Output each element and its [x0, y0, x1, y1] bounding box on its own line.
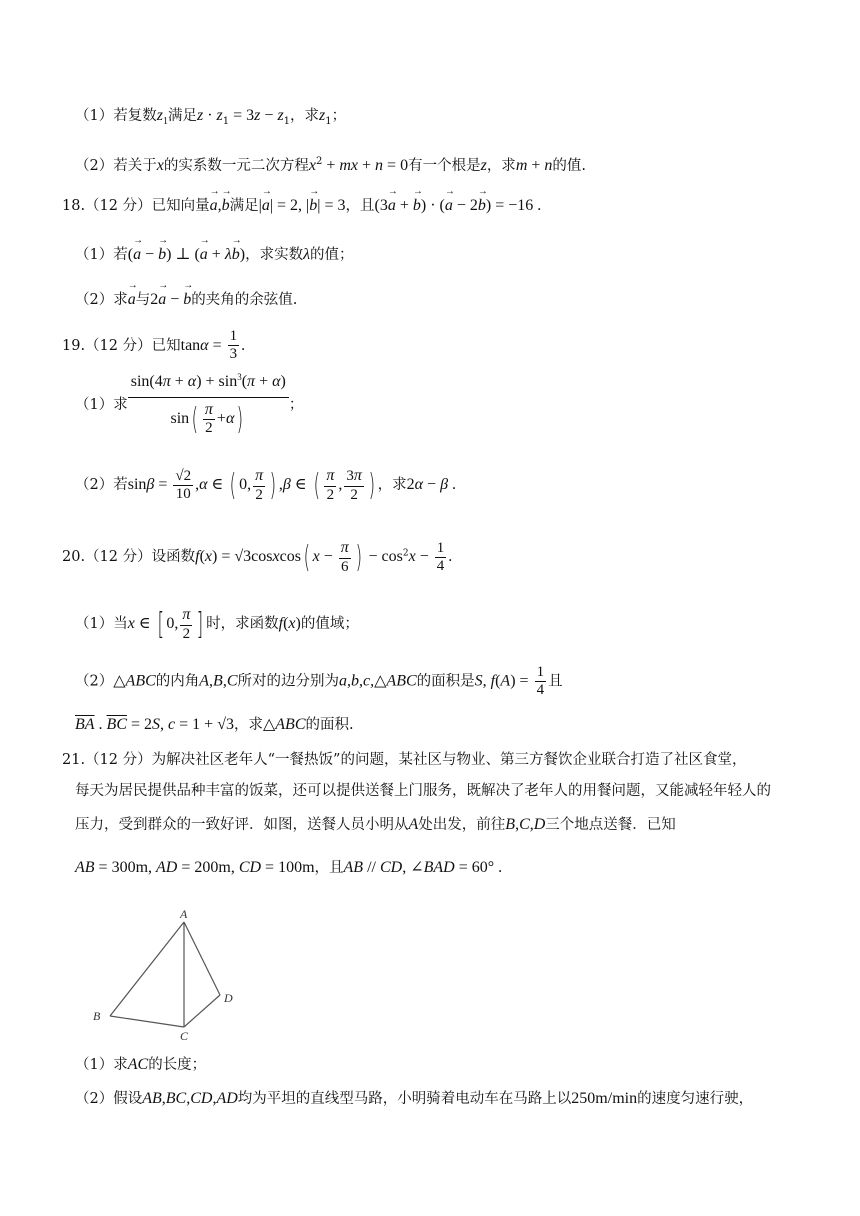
q20-part1: （1）当x ∈ [ 0, $\frac{\pi}{2}$ ] 时，求函数f(x)的值域； — [75, 606, 359, 642]
quadrilateral-figure — [85, 905, 245, 1040]
label-a: A — [180, 907, 188, 921]
q21-text-line1: 21.（12 分）为解决社区老年人“一餐热饭”的问题，某社区与物业、第三方餐饮企业联合打造了社区食堂， — [62, 752, 747, 768]
label-d: D — [224, 991, 233, 1005]
q21-conditions: AB = 300m, AD = 200m, CD = 100m，且AB // CD, ∠BAD = 60° . — [75, 859, 503, 876]
label-c: C — [180, 1029, 189, 1040]
q20-part2: （2）△ABC的内角A,B,C所对的边分别为a,b,c,△ABC的面积是S, f(A) = $\frac{1}{4}$ 且 — [75, 664, 563, 699]
q18-part1: （1）若(→ a − → b) ⊥ (→ a + λ→ b)，求实数λ的值； — [75, 245, 800, 266]
q18-heading: 18.（12 分）已知向量→ a,→ b满足|→ a| = 2, |→ b| = 3，且(3→ a + → b) · (→ a − 2→ b) = −16 . — [62, 196, 800, 217]
segment-bc — [110, 1016, 184, 1027]
segment-cd — [184, 995, 220, 1027]
q19-heading: 19.（12 分）已知tanα = $\frac{1}{3}$ . — [62, 328, 246, 363]
label-b: B — [93, 1009, 101, 1023]
q21-part2: （2）假设AB,BC,CD,AD均为平坦的直线型马路，小明骑着电动车在马路上以250m/min的速度匀速行驶， — [75, 1090, 754, 1107]
segment-ad — [184, 922, 220, 995]
q17-part1: （1）若复数$z_1$满足$z \cdot z_1 = 3z - z_1$，求$z_1$； — [75, 107, 347, 127]
q19-part2: （2）若sinβ = $\frac{√2}{10}$ ,α ∈ ( 0, $\frac{\pi}{2}$ ) ,β ∈ ( $\frac{\pi}{2}$ , $\frac{3\pi}{2}$ ) ，求2α − β . — [75, 467, 457, 503]
q21-part1: （1）求AC的长度； — [75, 1056, 207, 1073]
q17-part2: （2）若关于x的实系数一元二次方程$x^2$ + mx + n = 0有一个根是z，求m + n的值. — [75, 156, 587, 174]
q18-part2: （2）求→ a与2→ a − → b的夹角的余弦值. — [75, 290, 800, 311]
q21-text-line3: 压力，受到群众的一致好评．如图，送餐人员小明从A处出发，前往B,C,D三个地点送餐．已知 — [75, 816, 676, 833]
q21-text-line2: 每天为居民提供品种丰富的饭菜，还可以提供送餐上门服务，既解决了老年人的用餐问题，又能减轻年轻人的 — [75, 783, 771, 799]
q20-part2-cont: $\overline{BA}$ . $\overline{BC} = 2S$, c = 1 + √3，求△ABC的面积. — [75, 716, 354, 733]
segment-ab — [110, 922, 184, 1016]
q20-heading: 20.（12 分）设函数f(x) = √3cosxcos( x − $\frac{\pi}{6}$ ) − $\cos^2x$ − $\frac{1}{4}$ . — [62, 539, 453, 575]
q19-part1: （1）求 $\sin(4\pi + \alpha) + \sin^3(\pi + \alpha)$ sin( $\frac{\pi}{2}$ +α) ； — [75, 372, 304, 437]
